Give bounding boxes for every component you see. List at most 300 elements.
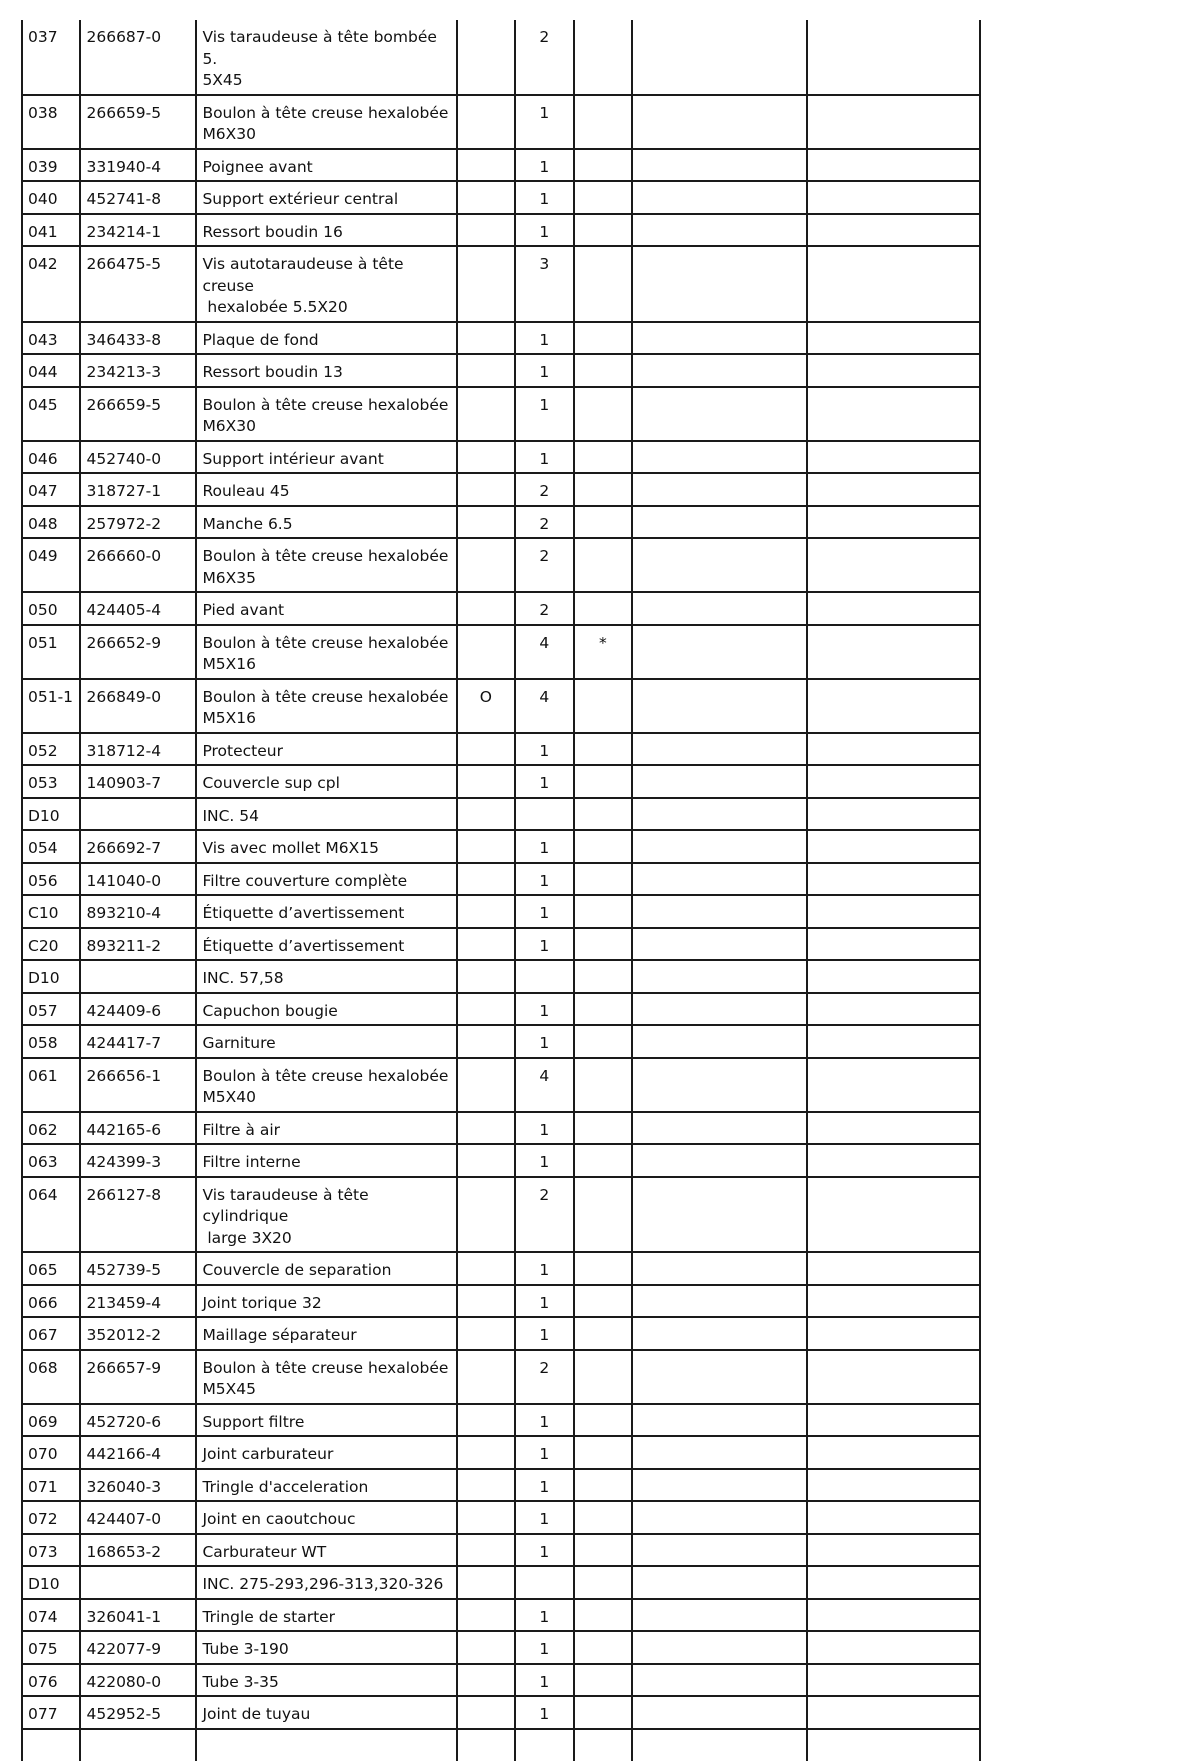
part-number-cell: 422077-9	[80, 1631, 196, 1664]
description-cell: Rouleau 45	[196, 473, 456, 506]
blank-cell	[807, 895, 980, 928]
quantity-cell: 1	[515, 863, 573, 896]
note-mark-cell	[574, 538, 632, 592]
item-number-cell: D10	[22, 960, 80, 993]
blank-cell	[632, 246, 806, 322]
table-row	[22, 246, 980, 322]
blank-cell	[632, 1469, 806, 1502]
option-cell	[457, 246, 515, 322]
part-number-cell: 266652-9	[80, 625, 196, 679]
item-number-cell: 061	[22, 1058, 80, 1112]
part-number-cell: 234213-3	[80, 354, 196, 387]
note-mark-cell	[574, 1404, 632, 1437]
note-mark-cell	[574, 20, 632, 95]
blank-cell	[632, 1252, 806, 1285]
table-row	[22, 993, 980, 1026]
item-number-cell: 067	[22, 1317, 80, 1350]
part-number-cell: 424405-4	[80, 592, 196, 625]
item-number-cell: 047	[22, 473, 80, 506]
table-row	[22, 1696, 980, 1729]
table-row	[22, 625, 980, 679]
note-mark-cell	[574, 246, 632, 322]
description-cell: Boulon à tête creuse hexalobée M5X40	[196, 1058, 456, 1112]
blank-cell	[632, 1144, 806, 1177]
blank-cell	[807, 387, 980, 441]
item-number-cell: 046	[22, 441, 80, 474]
note-mark-cell	[574, 214, 632, 247]
note-mark-cell	[574, 1469, 632, 1502]
quantity-cell: 1	[515, 1025, 573, 1058]
quantity-cell: 4	[515, 679, 573, 733]
description-cell: Ressort boudin 13	[196, 354, 456, 387]
quantity-cell: 1	[515, 322, 573, 355]
note-mark-cell	[574, 1177, 632, 1253]
part-number-cell: 352012-2	[80, 1317, 196, 1350]
blank-cell	[632, 1534, 806, 1567]
table-row	[22, 181, 980, 214]
blank-cell	[632, 538, 806, 592]
description-cell: Vis taraudeuse à tête cylindrique large 3X20	[196, 1177, 456, 1253]
table-row	[22, 1436, 980, 1469]
blank-cell	[807, 322, 980, 355]
part-number-cell: 266127-8	[80, 1177, 196, 1253]
description-cell: Filtre couverture complète	[196, 863, 456, 896]
table-row	[22, 1501, 980, 1534]
item-number-cell: 062	[22, 1112, 80, 1145]
quantity-cell: 1	[515, 149, 573, 182]
part-number-cell: 424409-6	[80, 993, 196, 1026]
quantity-cell: 1	[515, 1112, 573, 1145]
option-cell	[457, 895, 515, 928]
option-cell	[457, 592, 515, 625]
blank-cell	[807, 1599, 980, 1632]
table-row	[22, 733, 980, 766]
quantity-cell: 4	[515, 1058, 573, 1112]
option-cell	[457, 1664, 515, 1697]
quantity-cell: 1	[515, 1317, 573, 1350]
description-cell: Joint en caoutchouc	[196, 1501, 456, 1534]
table-row	[22, 1144, 980, 1177]
quantity-cell: 1	[515, 441, 573, 474]
item-number-cell: 064	[22, 1177, 80, 1253]
part-number-cell: 266657-9	[80, 1350, 196, 1404]
part-number-cell	[80, 1566, 196, 1599]
item-number-cell: 057	[22, 993, 80, 1026]
description-cell: Boulon à tête creuse hexalobée M6X30	[196, 387, 456, 441]
note-mark-cell: *	[574, 625, 632, 679]
quantity-cell: 1	[515, 181, 573, 214]
option-cell	[457, 830, 515, 863]
quantity-cell: 1	[515, 733, 573, 766]
table-row-continued	[22, 1729, 980, 1761]
note-mark-cell	[574, 1696, 632, 1729]
quantity-cell: 1	[515, 214, 573, 247]
blank-cell	[807, 1350, 980, 1404]
part-number-cell: 424417-7	[80, 1025, 196, 1058]
table-row	[22, 1177, 980, 1253]
part-number-cell: 168653-2	[80, 1534, 196, 1567]
blank-cell	[807, 441, 980, 474]
item-number-cell: 054	[22, 830, 80, 863]
table-row	[22, 1317, 980, 1350]
item-number-cell: 038	[22, 95, 80, 149]
item-number-cell: 056	[22, 863, 80, 896]
blank-cell	[807, 1252, 980, 1285]
blank-cell	[807, 1566, 980, 1599]
blank-cell	[807, 733, 980, 766]
blank-cell	[632, 1566, 806, 1599]
option-cell	[457, 1631, 515, 1664]
quantity-cell: 4	[515, 625, 573, 679]
quantity-cell: 1	[515, 1252, 573, 1285]
part-number-cell: 452720-6	[80, 1404, 196, 1437]
blank-cell	[807, 1058, 980, 1112]
note-mark-cell	[574, 798, 632, 831]
blank-cell	[632, 1058, 806, 1112]
quantity-cell	[515, 1566, 573, 1599]
description-cell: INC. 275-293,296-313,320-326	[196, 1566, 456, 1599]
table-row	[22, 1534, 980, 1567]
option-cell	[457, 993, 515, 1026]
item-number-cell: 039	[22, 149, 80, 182]
note-mark-cell	[574, 1144, 632, 1177]
blank-cell	[632, 214, 806, 247]
option-cell	[457, 1599, 515, 1632]
option-cell	[457, 322, 515, 355]
quantity-cell: 1	[515, 387, 573, 441]
blank-cell	[632, 1664, 806, 1697]
item-number-cell: 044	[22, 354, 80, 387]
table-row	[22, 1664, 980, 1697]
table-row	[22, 20, 980, 95]
blank-cell	[807, 214, 980, 247]
description-cell: Vis taraudeuse à tête bombée 5. 5X45	[196, 20, 456, 95]
table-row	[22, 798, 980, 831]
part-number-cell: 318727-1	[80, 473, 196, 506]
blank-cell	[807, 149, 980, 182]
quantity-cell: 1	[515, 830, 573, 863]
option-cell	[457, 1144, 515, 1177]
item-number-cell: 051	[22, 625, 80, 679]
table-row	[22, 95, 980, 149]
item-number-cell: C20	[22, 928, 80, 961]
blank-cell	[807, 1631, 980, 1664]
quantity-cell: 1	[515, 1436, 573, 1469]
option-cell	[457, 765, 515, 798]
quantity-cell: 1	[515, 354, 573, 387]
item-number-cell: D10	[22, 798, 80, 831]
blank-cell	[807, 246, 980, 322]
blank-cell	[632, 1112, 806, 1145]
description-cell: Protecteur	[196, 733, 456, 766]
option-cell	[457, 863, 515, 896]
item-number-cell: 066	[22, 1285, 80, 1318]
option-cell	[457, 928, 515, 961]
part-number-cell: 318712-4	[80, 733, 196, 766]
blank-cell	[515, 1729, 573, 1761]
blank-cell	[632, 387, 806, 441]
note-mark-cell	[574, 1599, 632, 1632]
table-row	[22, 322, 980, 355]
item-number-cell: 074	[22, 1599, 80, 1632]
option-cell	[457, 473, 515, 506]
blank-cell	[807, 538, 980, 592]
quantity-cell: 1	[515, 1664, 573, 1697]
item-number-cell: 041	[22, 214, 80, 247]
part-number-cell: 140903-7	[80, 765, 196, 798]
blank-cell	[807, 592, 980, 625]
option-cell	[457, 95, 515, 149]
blank-cell	[807, 960, 980, 993]
option-cell	[457, 625, 515, 679]
blank-cell	[807, 765, 980, 798]
table-row	[22, 1631, 980, 1664]
table-row	[22, 1112, 980, 1145]
blank-cell	[632, 181, 806, 214]
part-number-cell: 452741-8	[80, 181, 196, 214]
description-cell: Vis avec mollet M6X15	[196, 830, 456, 863]
item-number-cell: 072	[22, 1501, 80, 1534]
description-cell: INC. 57,58	[196, 960, 456, 993]
blank-cell	[807, 830, 980, 863]
note-mark-cell	[574, 387, 632, 441]
note-mark-cell	[574, 181, 632, 214]
item-number-cell: 073	[22, 1534, 80, 1567]
table-row	[22, 1252, 980, 1285]
option-cell	[457, 1436, 515, 1469]
blank-cell	[632, 733, 806, 766]
table-row	[22, 960, 980, 993]
description-cell: Couvercle de separation	[196, 1252, 456, 1285]
blank-cell	[632, 149, 806, 182]
blank-cell	[632, 993, 806, 1026]
option-cell	[457, 1501, 515, 1534]
quantity-cell: 1	[515, 95, 573, 149]
blank-cell	[807, 1144, 980, 1177]
table-row	[22, 679, 980, 733]
part-number-cell: 266660-0	[80, 538, 196, 592]
option-cell	[457, 214, 515, 247]
blank-cell	[632, 928, 806, 961]
blank-cell	[22, 1729, 80, 1761]
note-mark-cell	[574, 592, 632, 625]
blank-cell	[632, 830, 806, 863]
blank-cell	[807, 679, 980, 733]
option-cell	[457, 538, 515, 592]
option-cell	[457, 387, 515, 441]
blank-cell	[632, 354, 806, 387]
part-number-cell: 234214-1	[80, 214, 196, 247]
part-number-cell: 452739-5	[80, 1252, 196, 1285]
blank-cell	[807, 1285, 980, 1318]
table-row	[22, 538, 980, 592]
blank-cell	[632, 1285, 806, 1318]
blank-cell	[807, 506, 980, 539]
option-cell	[457, 181, 515, 214]
option-cell	[457, 1350, 515, 1404]
note-mark-cell	[574, 506, 632, 539]
item-number-cell: 077	[22, 1696, 80, 1729]
description-cell: Couvercle sup cpl	[196, 765, 456, 798]
item-number-cell: 048	[22, 506, 80, 539]
part-number-cell: 452952-5	[80, 1696, 196, 1729]
description-cell: Maillage séparateur	[196, 1317, 456, 1350]
description-cell: Capuchon bougie	[196, 993, 456, 1026]
table-row	[22, 473, 980, 506]
blank-cell	[632, 798, 806, 831]
option-cell	[457, 960, 515, 993]
item-number-cell: 076	[22, 1664, 80, 1697]
note-mark-cell	[574, 830, 632, 863]
item-number-cell: 071	[22, 1469, 80, 1502]
description-cell: Boulon à tête creuse hexalobée M6X30	[196, 95, 456, 149]
quantity-cell: 2	[515, 1177, 573, 1253]
part-number-cell	[80, 960, 196, 993]
blank-cell	[632, 1177, 806, 1253]
quantity-cell: 2	[515, 538, 573, 592]
option-cell	[457, 1112, 515, 1145]
blank-cell	[807, 1469, 980, 1502]
note-mark-cell	[574, 149, 632, 182]
description-cell: Étiquette d’avertissement	[196, 895, 456, 928]
quantity-cell: 1	[515, 1285, 573, 1318]
description-cell: Étiquette d’avertissement	[196, 928, 456, 961]
note-mark-cell	[574, 1631, 632, 1664]
part-number-cell: 424407-0	[80, 1501, 196, 1534]
item-number-cell: 037	[22, 20, 80, 95]
blank-cell	[196, 1729, 456, 1761]
note-mark-cell	[574, 1317, 632, 1350]
note-mark-cell	[574, 1112, 632, 1145]
part-number-cell: 266656-1	[80, 1058, 196, 1112]
description-cell: Plaque de fond	[196, 322, 456, 355]
blank-cell	[807, 1112, 980, 1145]
blank-cell	[807, 1317, 980, 1350]
item-number-cell: 050	[22, 592, 80, 625]
blank-cell	[574, 1729, 632, 1761]
blank-cell	[807, 1025, 980, 1058]
blank-cell	[807, 473, 980, 506]
quantity-cell: 1	[515, 1696, 573, 1729]
note-mark-cell	[574, 354, 632, 387]
description-cell: Support extérieur central	[196, 181, 456, 214]
note-mark-cell	[574, 1252, 632, 1285]
note-mark-cell	[574, 322, 632, 355]
blank-cell	[807, 1696, 980, 1729]
note-mark-cell	[574, 1664, 632, 1697]
description-cell: Filtre à air	[196, 1112, 456, 1145]
note-mark-cell	[574, 95, 632, 149]
quantity-cell: 1	[515, 1631, 573, 1664]
table-row	[22, 506, 980, 539]
description-cell: Pied avant	[196, 592, 456, 625]
note-mark-cell	[574, 679, 632, 733]
description-cell: Joint torique 32	[196, 1285, 456, 1318]
option-cell	[457, 1025, 515, 1058]
quantity-cell	[515, 960, 573, 993]
table-row	[22, 1058, 980, 1112]
description-cell: Filtre interne	[196, 1144, 456, 1177]
description-cell: Carburateur WT	[196, 1534, 456, 1567]
option-cell	[457, 1404, 515, 1437]
option-cell	[457, 798, 515, 831]
table-row	[22, 387, 980, 441]
option-cell	[457, 1177, 515, 1253]
quantity-cell: 1	[515, 993, 573, 1026]
blank-cell	[807, 1729, 980, 1761]
note-mark-cell	[574, 960, 632, 993]
quantity-cell: 1	[515, 1534, 573, 1567]
description-cell: Boulon à tête creuse hexalobée M5X16	[196, 625, 456, 679]
part-number-cell: 326041-1	[80, 1599, 196, 1632]
option-cell	[457, 1058, 515, 1112]
quantity-cell: 1	[515, 765, 573, 798]
part-number-cell	[80, 798, 196, 831]
description-cell: Joint carburateur	[196, 1436, 456, 1469]
table-row	[22, 214, 980, 247]
blank-cell	[807, 95, 980, 149]
blank-cell	[632, 20, 806, 95]
part-number-cell: 266849-0	[80, 679, 196, 733]
part-number-cell: 266475-5	[80, 246, 196, 322]
note-mark-cell	[574, 765, 632, 798]
part-number-cell: 422080-0	[80, 1664, 196, 1697]
blank-cell	[457, 1729, 515, 1761]
option-cell	[457, 441, 515, 474]
description-cell: Support intérieur avant	[196, 441, 456, 474]
option-cell	[457, 506, 515, 539]
option-cell	[457, 1696, 515, 1729]
item-number-cell: 045	[22, 387, 80, 441]
quantity-cell	[515, 798, 573, 831]
quantity-cell: 2	[515, 506, 573, 539]
blank-cell	[807, 354, 980, 387]
blank-cell	[807, 863, 980, 896]
item-number-cell: 053	[22, 765, 80, 798]
part-number-cell: 266692-7	[80, 830, 196, 863]
table-row	[22, 1469, 980, 1502]
blank-cell	[632, 322, 806, 355]
part-number-cell: 424399-3	[80, 1144, 196, 1177]
description-cell: INC. 54	[196, 798, 456, 831]
table-row	[22, 441, 980, 474]
item-number-cell: 069	[22, 1404, 80, 1437]
blank-cell	[632, 765, 806, 798]
table-row	[22, 354, 980, 387]
quantity-cell: 1	[515, 928, 573, 961]
blank-cell	[632, 1501, 806, 1534]
table-row	[22, 863, 980, 896]
option-cell	[457, 20, 515, 95]
item-number-cell: D10	[22, 1566, 80, 1599]
blank-cell	[632, 506, 806, 539]
note-mark-cell	[574, 1501, 632, 1534]
note-mark-cell	[574, 441, 632, 474]
quantity-cell: 1	[515, 1404, 573, 1437]
blank-cell	[632, 95, 806, 149]
blank-cell	[807, 993, 980, 1026]
blank-cell	[632, 1696, 806, 1729]
quantity-cell: 1	[515, 1599, 573, 1632]
option-cell	[457, 1469, 515, 1502]
table-row	[22, 592, 980, 625]
part-number-cell: 266659-5	[80, 95, 196, 149]
parts-list-page	[21, 20, 981, 1761]
option-cell	[457, 149, 515, 182]
item-number-cell: 049	[22, 538, 80, 592]
item-number-cell: 051-1	[22, 679, 80, 733]
table-row	[22, 830, 980, 863]
